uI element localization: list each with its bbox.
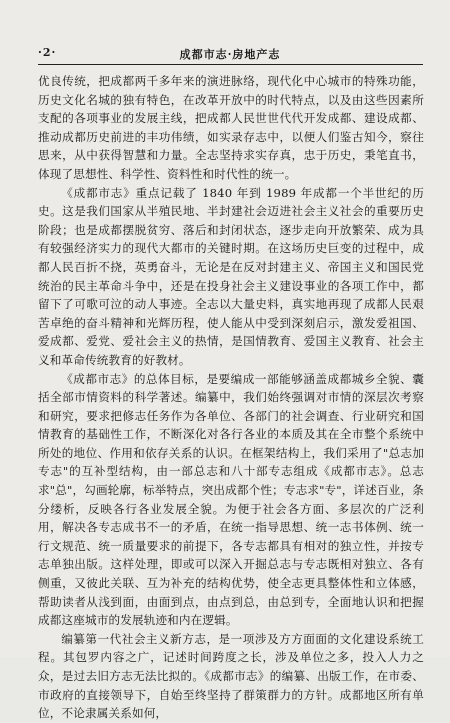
paragraph-4: 编纂第一代社会主义新方志，是一项涉及方方面面的文化建设系统工程。其包罗内容之广，记述时间跨度之长，涉及单位之多，投入人力之众，是过去旧方志无法比拟的。《成都市志》的编纂、出版工作，在市委、市政府的直接领导下，自始至终坚持了群策群力的方针。成都地区所有单位，不论隶属关系如何， [38,631,424,721]
paragraph-1: 优良传统，把成都两千多年来的演进脉络，现代化中心城市的特殊功能，历史文化名城的独有特色，在改革开放中的时代特点，以及由这些因素所支配的各项事业的发展主线，把成都人民世世代代开发成都、建设成都、推动成都历史前进的丰功伟绩，如实录存志中，以便人们鉴古知今，察往思来，从中获得智慧和力量。全志坚持求实存真，忠于历史，秉笔直书，体现了思想性、科学性、资料性和时代性的统一。 [38,74,424,181]
header-rule [38,64,423,65]
paragraph-3: 《成都市志》的总体目标，是要编成一部能够涵盖成都城乡全貌、囊括全部市情资料的科学著述。编纂中，我们始终强调对市情的深层次考察和研究，要求把修志任务作为各单位、各部门的社会调查、行业研究和国情教育的基础性工作，不断深化对各行各业的本质及其在全市整个系统中所处的地位、作用和依存关系的认识。在框架结构上，我们采用了"总志加专志"的互补型结构，由一部总志和八十部专志组成《成都市志》。总志求"总"，勾画轮廓，标举特点，突出成都个性；专志求"专"，详述百业，条分缕析，反映各行各业发展全貌。为便于社会各方面、多层次的广泛利用，解决各专志成书不一的矛盾，在统一指导思想、统一志书体例、统一行文规范、统一质量要求的前提下，各专志都具有相对的独立性，并按专志单独出版。这样处理，即或可以深入开掘总志与专志既相对独立、各有侧重，又彼此关联、互为补充的结构优势，使全志更具整体性和立体感，帮助读者从浅到面，由面到点，由点到总，由总到专，全面地认识和把握成都这座城市的发展轨迹和内在逻辑。 [38,371,424,628]
running-title: 成都市志·房地产志 [179,48,281,61]
paragraph-2: 《成都市志》重点记载了 1840 年到 1989 年成都一个半世纪的历史。这是我们国家从半殖民地、半封建社会迈进社会主义社会的重要历史阶段；也是成都摆脱贫穷、落后和封闭状态，逐步走向开放繁荣、成为具有较强经济实力的现代大都市的关键时期。在这场历史巨变的过程中，成都人民百折不挠，英勇奋斗，无论是在反对封建主义、帝国主义和国民党统治的民主革命斗争中，还是在投身社会主义建设事业的各项工作中，都留下了可歌可泣的动人事迹。全志以大量史料，真实地再现了成都人民艰苦卓绝的奋斗精神和光辉历程，使人能从中受到深刻启示，激发爱祖国、爱成都、爱党、爱社会主义的热情，是国情教育、爱国主义教育、社会主义和革命传统教育的好教材。 [38,185,424,367]
page-header [38,44,422,64]
body-text [38,72,424,723]
page-number: ·2· [38,46,57,59]
